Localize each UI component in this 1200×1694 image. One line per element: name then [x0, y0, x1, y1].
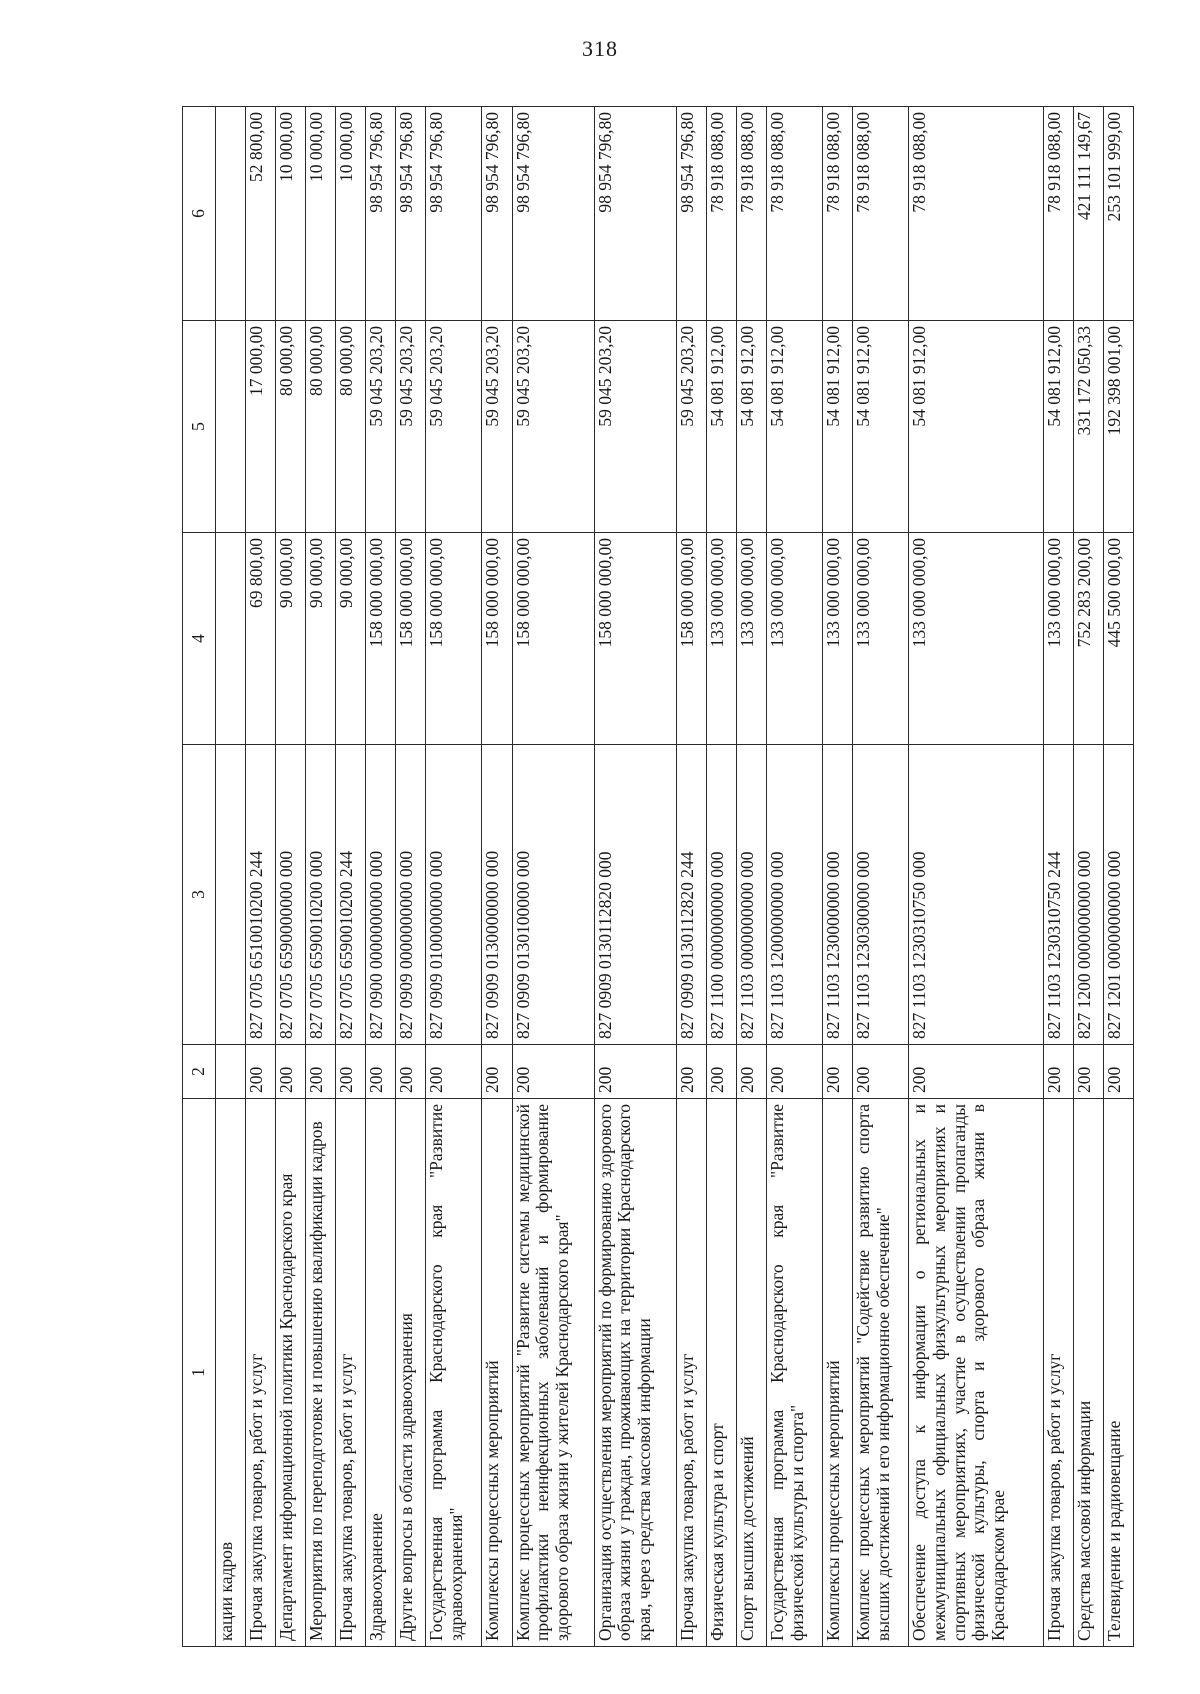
row-name-cell: Прочая закупка товаров, работ и услуг: [676, 1099, 706, 1647]
table-row: [736, 107, 766, 1647]
row-kvr-cell: 200: [1103, 1045, 1133, 1099]
row-name-cell: Департамент информационной политики Краснодарского края: [276, 1099, 306, 1647]
row-col4-value: 90 000,00: [336, 533, 366, 745]
column-number-4: 4: [183, 533, 216, 745]
row-col5-value: 80 000,00: [336, 321, 366, 533]
row-col4-value: 90 000,00: [276, 533, 306, 745]
row-code-cell: 827 0909 0130112820 244: [676, 745, 706, 1045]
row-kvr-cell: 200: [426, 1045, 482, 1099]
row-col5-value: 54 081 912,00: [853, 321, 909, 533]
row-col6-value: 78 918 088,00: [736, 107, 766, 321]
row-name-cell: Прочая закупка товаров, работ и услуг: [336, 1099, 366, 1647]
row-name-cell: Комплекс процессных мероприятий "Развитие системы медицинской профилактики неинфекционных заболеваний и формирование здорового образа жизни у жителей Краснодарского края": [512, 1099, 594, 1647]
column-number-1: 1: [183, 1099, 216, 1647]
table-row: [246, 107, 276, 1647]
row-col6-value: 78 918 088,00: [706, 107, 736, 321]
row-code-cell: 827 0909 0000000000 000: [396, 745, 426, 1045]
row-code-cell: 827 0705 6590010200 244: [336, 745, 366, 1045]
row-col5-value: 54 081 912,00: [736, 321, 766, 533]
row-col4-value: 158 000 000,00: [482, 533, 512, 745]
row-col6-value: 98 954 796,80: [396, 107, 426, 321]
row-col6-value: [216, 107, 246, 321]
table-row: [767, 107, 823, 1647]
row-col5-value: 59 045 203,20: [426, 321, 482, 533]
row-name-cell: Организация осуществления мероприятий по формированию здорового образа жизни у граждан, проживающих на территории Краснодарского края, через средства массовой информации: [594, 1099, 676, 1647]
row-kvr-cell: 200: [482, 1045, 512, 1099]
row-col6-value: 78 918 088,00: [767, 107, 823, 321]
row-col5-value: 17 000,00: [246, 321, 276, 533]
row-kvr-cell: 200: [336, 1045, 366, 1099]
table-row: [853, 107, 909, 1647]
row-kvr-cell: 200: [767, 1045, 823, 1099]
row-code-cell: 827 1103 1230310750 000: [909, 745, 1043, 1045]
row-col5-value: 80 000,00: [306, 321, 336, 533]
row-col4-value: 133 000 000,00: [1043, 533, 1073, 745]
row-col6-value: 421 111 149,67: [1073, 107, 1103, 321]
row-col4-value: 133 000 000,00: [767, 533, 823, 745]
table-row: [1103, 107, 1133, 1647]
row-code-cell: 827 0705 6590010200 000: [306, 745, 336, 1045]
row-name-cell: кации кадров: [216, 1099, 246, 1647]
row-kvr-cell: 200: [306, 1045, 336, 1099]
row-col6-value: 10 000,00: [336, 107, 366, 321]
table-row: [426, 107, 482, 1647]
row-code-cell: 827 1103 1230000000 000: [823, 745, 853, 1045]
row-col4-value: 133 000 000,00: [909, 533, 1043, 745]
row-col4-value: 69 800,00: [246, 533, 276, 745]
row-col5-value: [216, 321, 246, 533]
row-col5-value: 59 045 203,20: [594, 321, 676, 533]
row-name-cell: Спорт высших достижений: [736, 1099, 766, 1647]
row-name-cell: Прочая закупка товаров, работ и услуг: [246, 1099, 276, 1647]
row-col5-value: 59 045 203,20: [512, 321, 594, 533]
row-name-cell: Обеспечение доступа к информации о региональных и межмуниципальных официальных физкультурных мероприятиях и спортивных мероприятиях, участие в осуществлении пропаганды физической культуры, спорта и здорового образа жизни в Краснодарском крае: [909, 1099, 1043, 1647]
row-col4-value: 133 000 000,00: [706, 533, 736, 745]
row-col5-value: 59 045 203,20: [396, 321, 426, 533]
row-col5-value: 54 081 912,00: [823, 321, 853, 533]
row-code-cell: 827 0909 0130100000 000: [512, 745, 594, 1045]
table-row: [1073, 107, 1103, 1647]
table-row: [676, 107, 706, 1647]
row-name-cell: Средства массовой информации: [1073, 1099, 1103, 1647]
budget-table: [182, 106, 1134, 1647]
row-col5-value: 192 398 001,00: [1103, 321, 1133, 533]
row-col4-value: 445 500 000,00: [1103, 533, 1133, 745]
row-col5-value: 59 045 203,20: [366, 321, 396, 533]
table-row: [909, 107, 1043, 1647]
row-col5-value: 54 081 912,00: [909, 321, 1043, 533]
row-col4-value: 90 000,00: [306, 533, 336, 745]
table-row: [216, 107, 246, 1647]
row-col6-value: 98 954 796,80: [366, 107, 396, 321]
row-kvr-cell: 200: [706, 1045, 736, 1099]
column-number-3: 3: [183, 745, 216, 1045]
row-col4-value: 133 000 000,00: [736, 533, 766, 745]
row-col4-value: 158 000 000,00: [676, 533, 706, 745]
row-code-cell: 827 0705 6510010200 244: [246, 745, 276, 1045]
row-col6-value: 78 918 088,00: [823, 107, 853, 321]
row-kvr-cell: 200: [736, 1045, 766, 1099]
table-row: [482, 107, 512, 1647]
row-kvr-cell: 200: [366, 1045, 396, 1099]
row-kvr-cell: 200: [1043, 1045, 1073, 1099]
row-col5-value: 54 081 912,00: [706, 321, 736, 533]
table-row: [594, 107, 676, 1647]
row-col5-value: 80 000,00: [276, 321, 306, 533]
table-row: [512, 107, 594, 1647]
row-name-cell: Телевидение и радиовещание: [1103, 1099, 1133, 1647]
row-col4-value: 133 000 000,00: [823, 533, 853, 745]
page-number: 318: [582, 36, 618, 61]
row-col4-value: 158 000 000,00: [366, 533, 396, 745]
row-col6-value: 78 918 088,00: [1043, 107, 1073, 321]
row-name-cell: Комплексы процессных мероприятий: [482, 1099, 512, 1647]
row-name-cell: Прочая закупка товаров, работ и услуг: [1043, 1099, 1073, 1647]
row-col5-value: 59 045 203,20: [676, 321, 706, 533]
row-name-cell: Мероприятия по переподготовке и повышению квалификации кадров: [306, 1099, 336, 1647]
table-row: [1043, 107, 1073, 1647]
table-row: [823, 107, 853, 1647]
row-col5-value: 54 081 912,00: [767, 321, 823, 533]
row-name-cell: Физическая культура и спорт: [706, 1099, 736, 1647]
row-col6-value: 253 101 999,00: [1103, 107, 1133, 321]
row-col6-value: 98 954 796,80: [512, 107, 594, 321]
row-kvr-cell: 200: [853, 1045, 909, 1099]
column-number-5: 5: [183, 321, 216, 533]
row-col6-value: 52 800,00: [246, 107, 276, 321]
row-kvr-cell: 200: [909, 1045, 1043, 1099]
table-row: [276, 107, 306, 1647]
row-kvr-cell: 200: [276, 1045, 306, 1099]
row-col5-value: 59 045 203,20: [482, 321, 512, 533]
column-number-2: 2: [183, 1045, 216, 1099]
row-code-cell: 827 0705 6590000000 000: [276, 745, 306, 1045]
row-col4-value: [216, 533, 246, 745]
row-code-cell: 827 0909 0130112820 000: [594, 745, 676, 1045]
row-code-cell: 827 1103 1230300000 000: [853, 745, 909, 1045]
row-kvr-cell: 200: [676, 1045, 706, 1099]
row-col5-value: 54 081 912,00: [1043, 321, 1073, 533]
row-name-cell: Комплекс процессных мероприятий "Содействие развитию спорта высших достижений и его информационное обеспечение": [853, 1099, 909, 1647]
table-row: [336, 107, 366, 1647]
row-col6-value: 98 954 796,80: [676, 107, 706, 321]
table-row: [366, 107, 396, 1647]
row-code-cell: 827 0909 0100000000 000: [426, 745, 482, 1045]
row-name-cell: Государственная программа Краснодарского края "Развитие физической культуры и спорта": [767, 1099, 823, 1647]
row-col6-value: 98 954 796,80: [482, 107, 512, 321]
row-col4-value: 133 000 000,00: [853, 533, 909, 745]
row-kvr-cell: 200: [512, 1045, 594, 1099]
row-col6-value: 98 954 796,80: [594, 107, 676, 321]
row-col5-value: 331 172 050,33: [1073, 321, 1103, 533]
row-kvr-cell: [216, 1045, 246, 1099]
row-code-cell: 827 0909 0130000000 000: [482, 745, 512, 1045]
row-code-cell: 827 1103 0000000000 000: [736, 745, 766, 1045]
row-code-cell: [216, 745, 246, 1045]
row-code-cell: 827 1100 0000000000 000: [706, 745, 736, 1045]
row-kvr-cell: 200: [823, 1045, 853, 1099]
row-code-cell: 827 1201 0000000000 000: [1103, 745, 1133, 1045]
rotated-table-sheet: [182, 107, 1134, 1647]
row-col4-value: 158 000 000,00: [594, 533, 676, 745]
row-kvr-cell: 200: [594, 1045, 676, 1099]
row-col6-value: 78 918 088,00: [909, 107, 1043, 321]
row-kvr-cell: 200: [1073, 1045, 1103, 1099]
row-code-cell: 827 1200 0000000000 000: [1073, 745, 1103, 1045]
row-code-cell: 827 1103 1200000000 000: [767, 745, 823, 1045]
row-col4-value: 158 000 000,00: [426, 533, 482, 745]
column-number-row: [183, 107, 216, 1647]
row-col6-value: 98 954 796,80: [426, 107, 482, 321]
row-col6-value: 78 918 088,00: [853, 107, 909, 321]
column-number-6: 6: [183, 107, 216, 321]
table-row: [306, 107, 336, 1647]
row-col4-value: 752 283 200,00: [1073, 533, 1103, 745]
table-body: [183, 107, 1134, 1647]
row-kvr-cell: 200: [246, 1045, 276, 1099]
row-kvr-cell: 200: [396, 1045, 426, 1099]
row-col4-value: 158 000 000,00: [396, 533, 426, 745]
row-name-cell: Другие вопросы в области здравоохранения: [396, 1099, 426, 1647]
table-row: [396, 107, 426, 1647]
row-col4-value: 158 000 000,00: [512, 533, 594, 745]
row-col6-value: 10 000,00: [306, 107, 336, 321]
row-code-cell: 827 1103 1230310750 244: [1043, 745, 1073, 1045]
table-row: [706, 107, 736, 1647]
row-name-cell: Здравоохранение: [366, 1099, 396, 1647]
row-code-cell: 827 0900 0000000000 000: [366, 745, 396, 1045]
row-name-cell: Государственная программа Краснодарского края "Развитие здравоохранения": [426, 1099, 482, 1647]
row-name-cell: Комплексы процессных мероприятий: [823, 1099, 853, 1647]
row-col6-value: 10 000,00: [276, 107, 306, 321]
